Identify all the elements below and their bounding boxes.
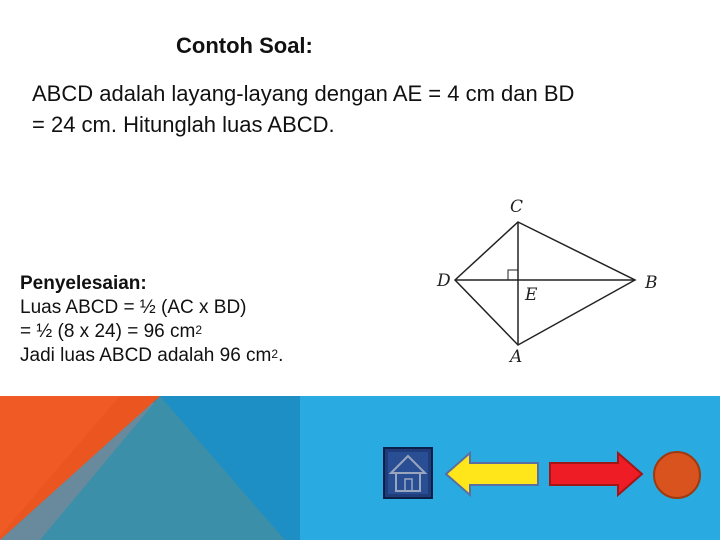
previous-button[interactable] — [444, 451, 540, 497]
label-b: B — [645, 273, 658, 293]
label-a: A — [510, 347, 523, 367]
solution-line-3 — [20, 344, 440, 368]
superscript-2: 2 — [195, 323, 202, 337]
solution-heading: Penyelesaian: — [20, 273, 147, 294]
arrow-right-icon — [548, 451, 644, 497]
solution-line-3-text: Jadi luas ABCD adalah 96 cm — [20, 345, 272, 366]
kite-outline — [455, 222, 635, 345]
superscript-3: 2 — [271, 347, 279, 361]
solution-line-3-end: . — [278, 345, 284, 366]
next-button[interactable] — [548, 451, 644, 497]
circle-end-icon — [651, 449, 703, 501]
slide-title: Contoh Soal: — [176, 33, 313, 58]
label-e: E — [525, 285, 538, 305]
solution-line-1: Luas ABCD = ½ (AC x BD) — [20, 297, 247, 318]
home-button[interactable] — [383, 447, 433, 499]
label-c: C — [510, 197, 524, 217]
solution-block — [20, 272, 440, 368]
solution-line-2 — [20, 320, 440, 344]
solution-line-2-text: = ½ (8 x 24) = 96 cm — [20, 321, 196, 342]
problem-text: ABCD adalah layang-layang dengan AE = 4 cm dan BD = 24 cm. Hitunglah luas ABCD. — [32, 81, 575, 137]
kite-diagram — [430, 190, 670, 370]
arrow-left-icon — [444, 451, 540, 497]
home-icon — [383, 447, 433, 499]
end-button[interactable] — [651, 449, 703, 501]
right-angle-marker — [508, 270, 518, 280]
label-d: D — [437, 271, 451, 291]
